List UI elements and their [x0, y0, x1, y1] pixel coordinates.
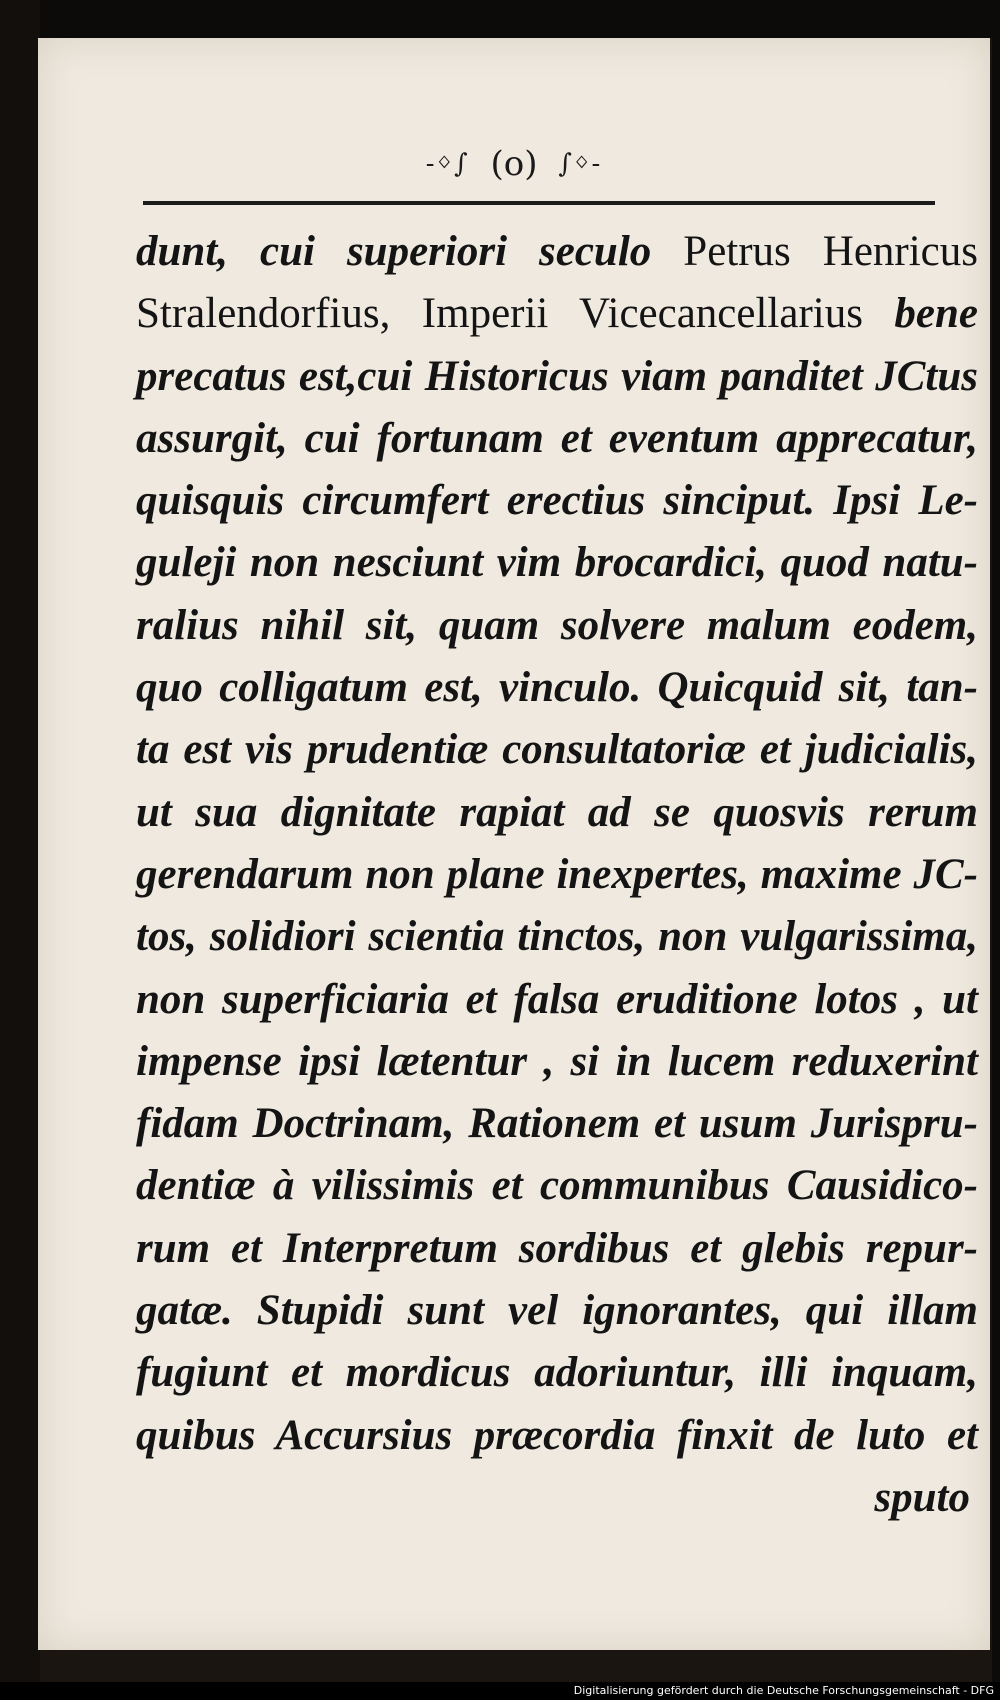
- text-line: precatus est,cui Historicus viam panditet JCtus: [136, 352, 978, 400]
- running-header: [38, 142, 990, 184]
- body-text: [136, 221, 978, 1529]
- text-line: ta est vis prudentiæ consultatoriæ et judicialis,: [136, 726, 978, 774]
- text-line: ralius nihil sit, quam solvere malum eodem,: [136, 601, 978, 649]
- text-line: non superficiaria et falsa eruditione lotos , ut: [136, 975, 978, 1023]
- text-line: dentiæ à vilissimis et communibus Causidico-: [136, 1162, 978, 1210]
- ornament-right-icon: ∫ᛜ-: [558, 149, 603, 179]
- digitization-credit: Digitalisierung gefördert durch die Deutsche Forschungsgemeinschaft - DFG: [573, 1684, 994, 1697]
- text-line: quibus Accursius præcordia finxit de luto et: [136, 1411, 978, 1459]
- text-line: fidam Doctrinam, Rationem et usum Jurispru-: [136, 1100, 978, 1148]
- ornament-left-icon: -ᛜ∫: [425, 149, 470, 179]
- text-line: tos, solidiori scientia tinctos, non vulgarissima,: [136, 913, 978, 961]
- scan-border-top: [0, 0, 1000, 38]
- text-line: quisquis circumfert erectius sinciput. Ipsi Le-: [136, 477, 978, 525]
- text-line: assurgit, cui fortunam et eventum apprecatur,: [136, 414, 978, 462]
- text-line: Stralendorfius, Imperii Vicecancellarius bene: [136, 290, 978, 338]
- text-line: fugiunt et mordicus adoriuntur, illi inquam,: [136, 1349, 978, 1397]
- text-line: gatæ. Stupidi sunt vel ignorantes, qui illam: [136, 1287, 978, 1335]
- page-number: (o): [490, 144, 538, 184]
- text-line: gerendarum non plane inexpertes, maxime JC-: [136, 850, 978, 898]
- text-line: ut sua dignitate rapiat ad se quosvis rerum: [136, 788, 978, 836]
- scan-border-right: [992, 0, 1000, 1700]
- header-rule: [143, 201, 935, 205]
- text-line: impense ipsi lætentur , si in lucem reduxerint: [136, 1037, 978, 1085]
- catchword: sputo: [874, 1473, 970, 1521]
- text-line: guleji non nesciunt vim brocardici, quod natu-: [136, 539, 978, 587]
- scan-border-left: [0, 0, 40, 1700]
- text-line: dunt, cui superiori seculo Petrus Henricus: [136, 228, 978, 275]
- text-line: quo colligatum est, vinculo. Quicquid sit, tan-: [136, 664, 978, 712]
- text-line: rum et Interpretum sordibus et glebis repur-: [136, 1224, 978, 1272]
- book-page: [38, 38, 990, 1650]
